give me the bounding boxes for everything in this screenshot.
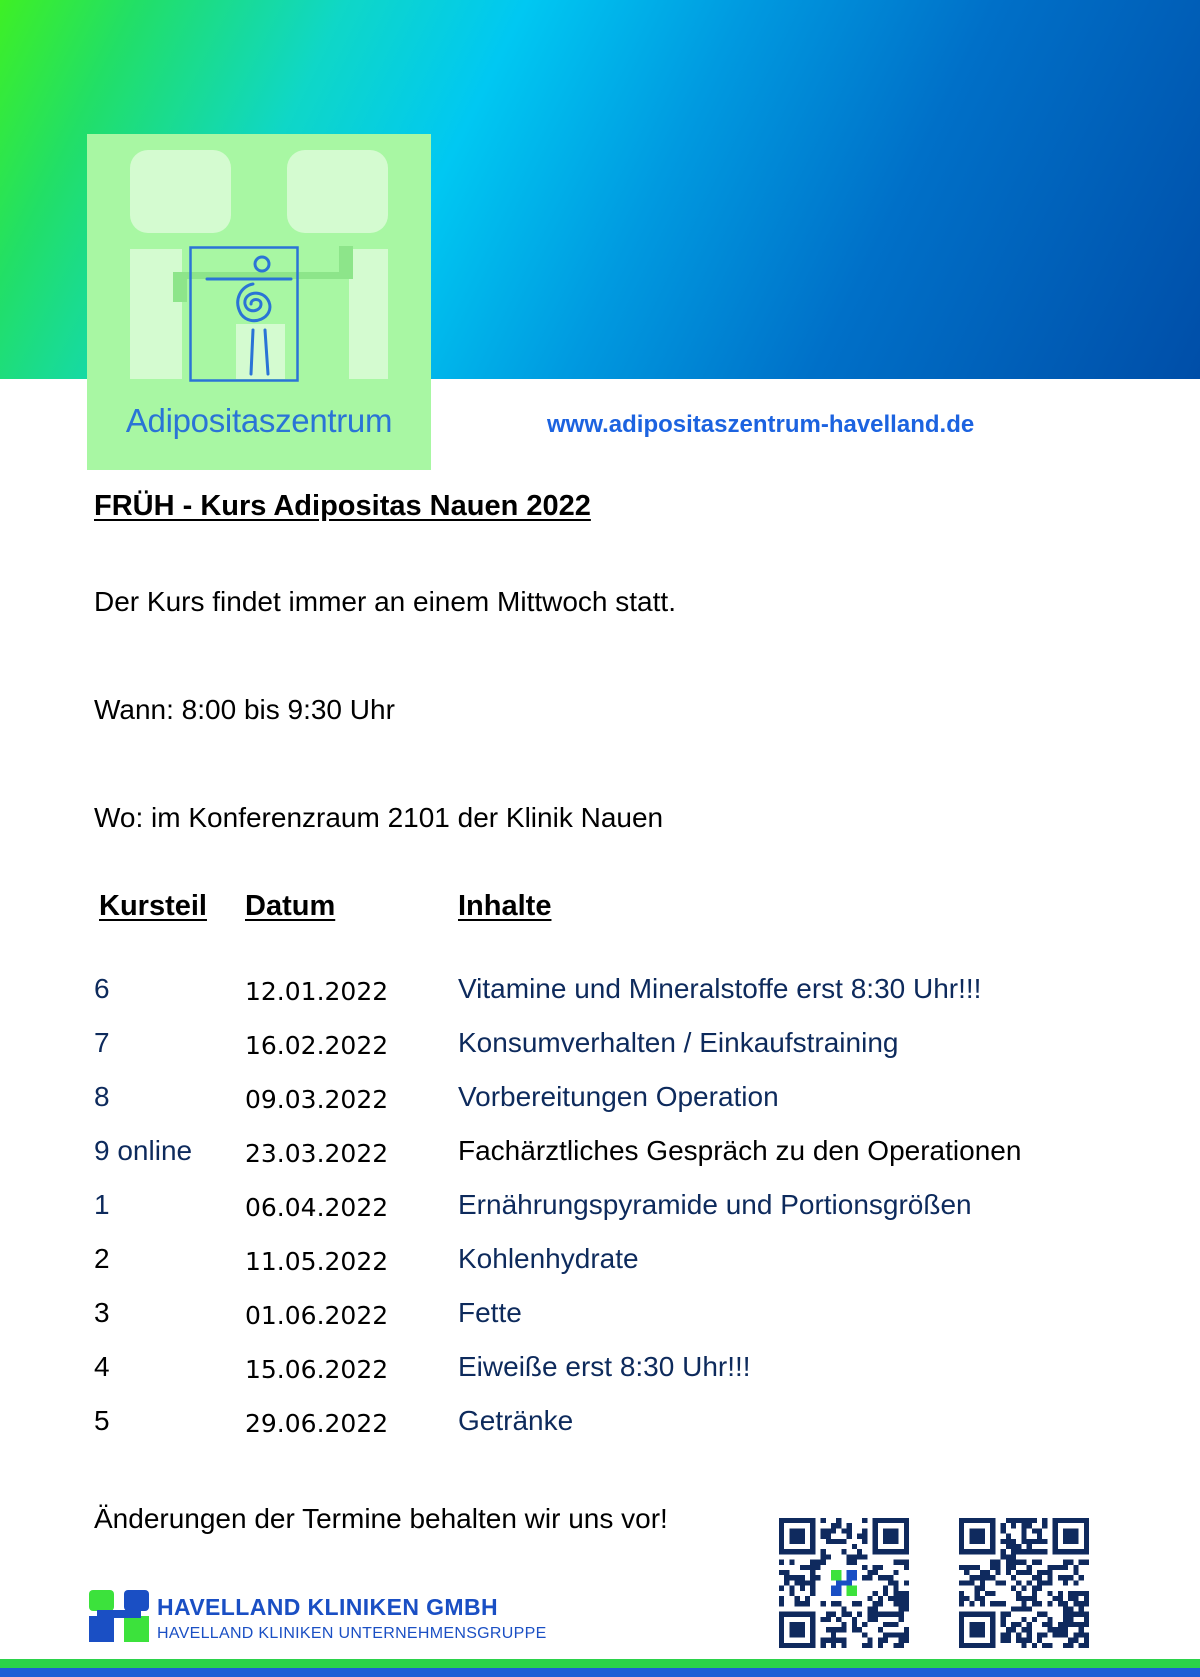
havelland-h-logo-icon xyxy=(89,1590,149,1642)
header-datum: Datum xyxy=(245,890,336,922)
course-content: Konsumverhalten / Einkaufstraining xyxy=(458,1027,899,1058)
header-inhalte: Inhalte xyxy=(458,890,552,922)
course-content: Vitamine und Mineralstoffe erst 8:30 Uhr!!! xyxy=(458,973,982,1004)
table-row xyxy=(0,1405,1200,1455)
course-part: 4 xyxy=(94,1351,110,1382)
course-content: Eiweiße erst 8:30 Uhr!!! xyxy=(458,1351,751,1382)
course-date: 06.04.2022 xyxy=(245,1193,389,1222)
course-date: 01.06.2022 xyxy=(245,1301,389,1330)
spiral-figure-icon xyxy=(189,246,299,382)
course-content: Fachärztliches Gespräch zu den Operationen xyxy=(458,1135,1022,1166)
course-date: 09.03.2022 xyxy=(245,1085,389,1114)
course-content: Fette xyxy=(458,1297,522,1328)
table-row xyxy=(0,1351,1200,1401)
company-name: HAVELLAND KLINIKEN GMBH xyxy=(157,1594,498,1620)
changes-note: Änderungen der Termine behalten wir uns vor! xyxy=(94,1503,668,1534)
course-part: 8 xyxy=(94,1081,110,1112)
time-info: Wann: 8:00 bis 9:30 Uhr xyxy=(94,694,395,725)
course-part: 9 online xyxy=(94,1135,193,1166)
table-row xyxy=(0,1135,1200,1185)
course-part: 5 xyxy=(94,1405,110,1436)
location-info: Wo: im Konferenzraum 2101 der Klinik Nauen xyxy=(94,802,664,833)
table-row xyxy=(0,1297,1200,1347)
adipositaszentrum-logo xyxy=(87,134,431,470)
course-date: 11.05.2022 xyxy=(245,1247,389,1276)
company-subtitle: HAVELLAND KLINIKEN UNTERNEHMENSGRUPPE xyxy=(157,1625,547,1642)
course-date: 16.02.2022 xyxy=(245,1031,389,1060)
course-date: 23.03.2022 xyxy=(245,1139,389,1168)
header-kursteil: Kursteil xyxy=(99,890,207,922)
course-part: 1 xyxy=(94,1189,110,1220)
footer-stripe-green xyxy=(0,1659,1200,1668)
course-date: 15.06.2022 xyxy=(245,1355,389,1384)
course-date: 12.01.2022 xyxy=(245,977,389,1006)
table-row xyxy=(0,1189,1200,1239)
qr-code-icon[interactable] xyxy=(779,1518,909,1648)
course-part: 7 xyxy=(94,1027,110,1058)
footer-stripe-blue xyxy=(0,1668,1200,1677)
website-link[interactable]: www.adipositaszentrum-havelland.de xyxy=(547,411,975,438)
logo-text: Adipositaszentrum xyxy=(125,402,393,439)
course-content: Ernährungspyramide und Portionsgrößen xyxy=(458,1189,972,1220)
table-row xyxy=(0,973,1200,1023)
table-row xyxy=(0,1081,1200,1131)
course-date: 29.06.2022 xyxy=(245,1409,389,1438)
qr-code-icon[interactable] xyxy=(959,1518,1089,1648)
course-content: Getränke xyxy=(458,1405,574,1436)
course-part: 6 xyxy=(94,973,110,1004)
course-part: 2 xyxy=(94,1243,110,1274)
table-row xyxy=(0,1243,1200,1293)
course-part: 3 xyxy=(94,1297,110,1328)
course-content: Kohlenhydrate xyxy=(458,1243,639,1274)
course-content: Vorbereitungen Operation xyxy=(458,1081,779,1112)
table-row xyxy=(0,1027,1200,1077)
intro-text: Der Kurs findet immer an einem Mittwoch statt. xyxy=(94,586,676,617)
page-title: FRÜH - Kurs Adipositas Nauen 2022 xyxy=(94,490,591,522)
